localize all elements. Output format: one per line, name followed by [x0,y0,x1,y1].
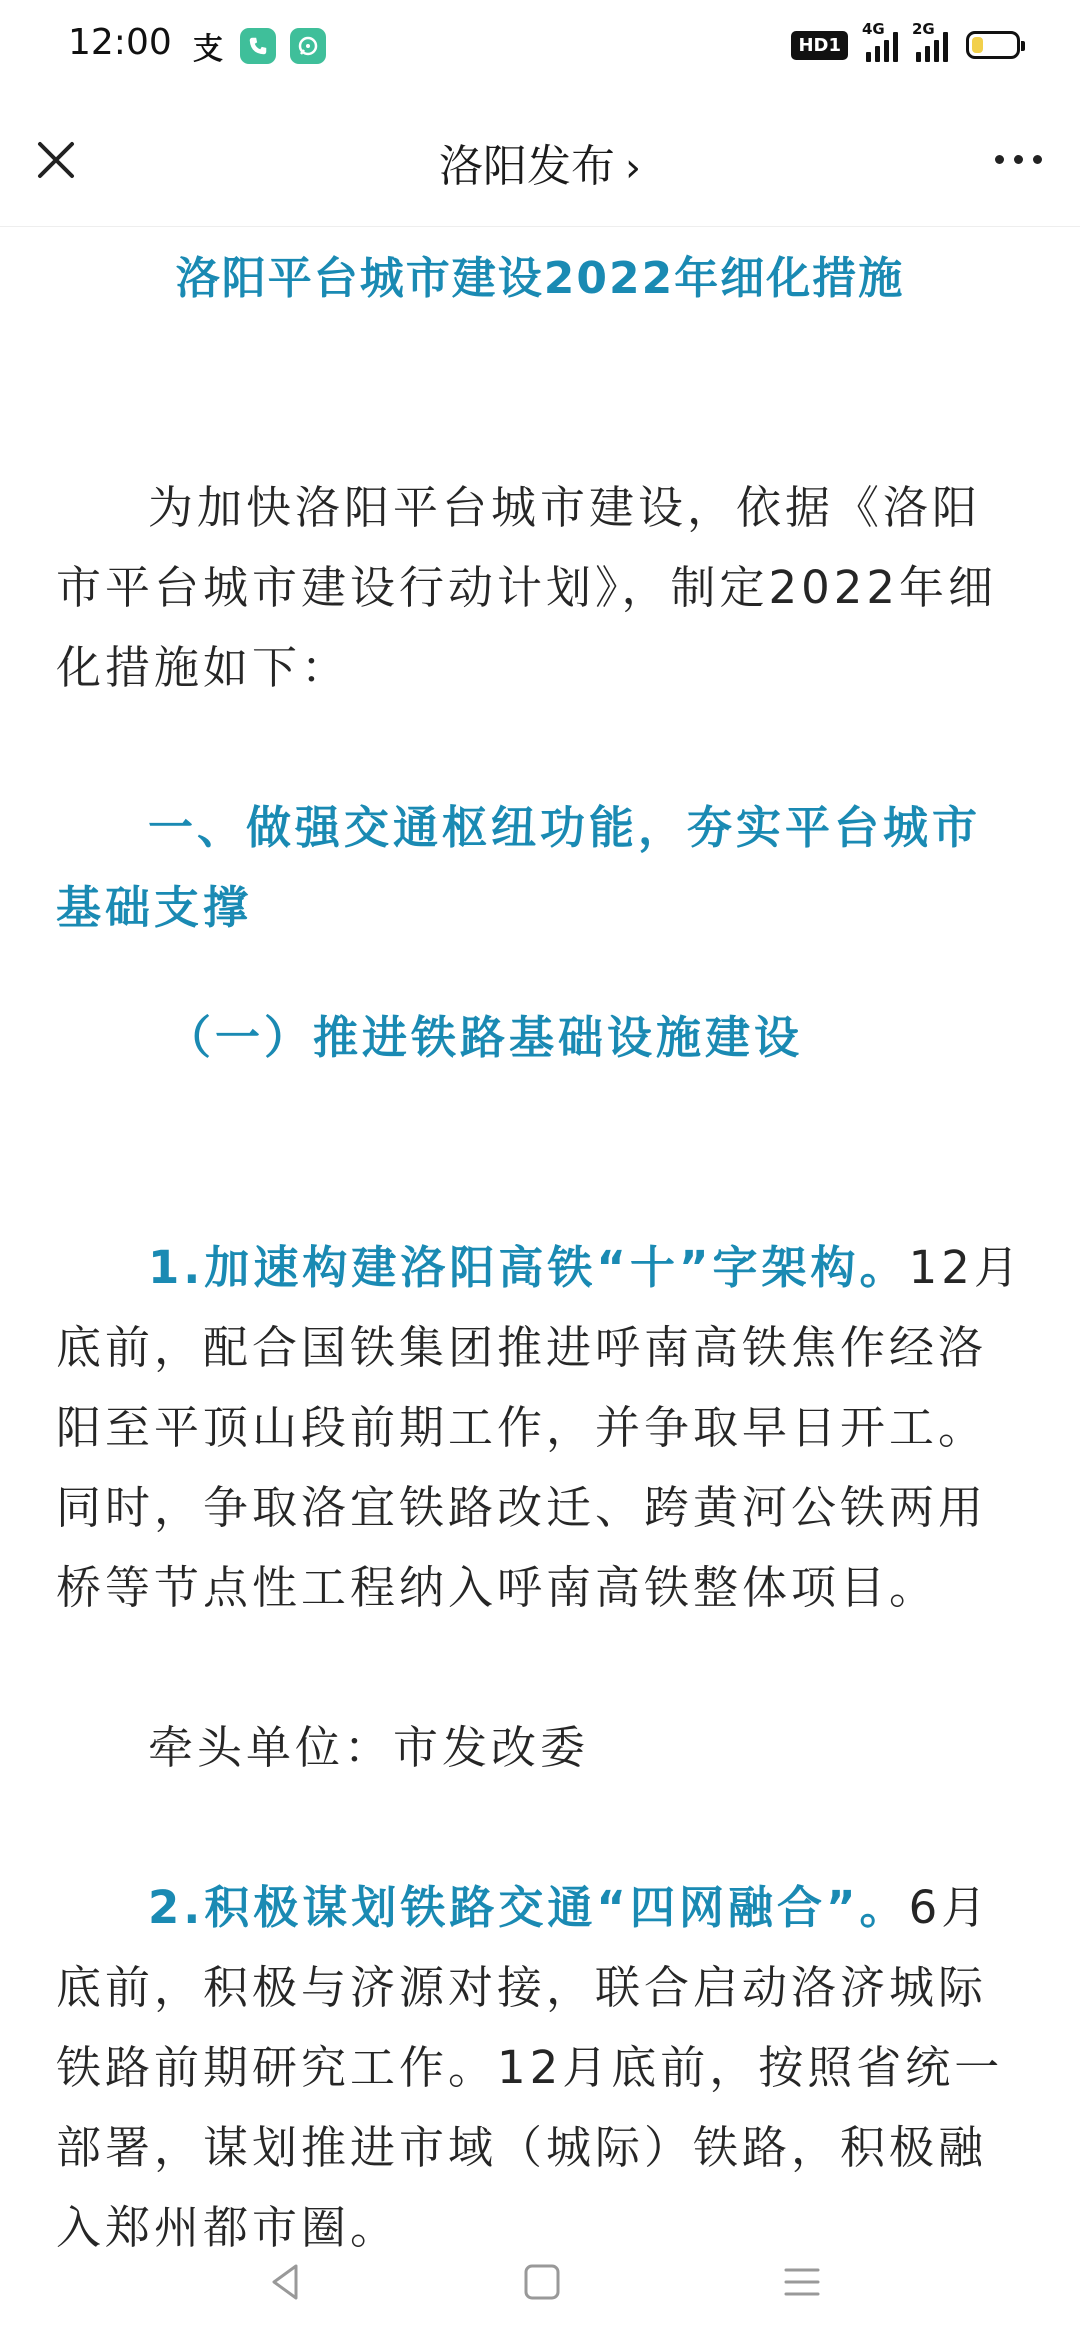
item1-body: 12月底前，配合国铁集团推进呼南高铁焦作经洛阳至平顶山段前期工作，并争取早日开工。同时，争取洛宜铁路改迁、跨黄河公铁两用桥等节点性工程纳入呼南高铁整体项目。 [56,1241,1023,1614]
item1-lead: 1.加速构建洛阳高铁“十”字架构。 [148,1241,909,1294]
item1-paragraph [56,1228,1028,1628]
alipay-icon: 支 [193,32,223,67]
subsection-heading: （一）推进铁路基础设施建设 [166,1011,804,1064]
more-dot [995,155,1004,164]
battery-level-fill [972,37,983,53]
status-bar [0,0,1080,96]
item2-lead: 2.积极谋划铁路交通“四网融合”。 [148,1881,909,1934]
section-heading: 一、做强交通枢纽功能，夯实平台城市基础支撑 [56,801,982,934]
nav-home-button[interactable] [512,2252,572,2312]
signal-sim2-icon [912,20,948,62]
sim1-network-tag: 4G [862,20,885,38]
home-square-icon [512,2252,572,2312]
lead-unit: 牵头单位：市发改委 [148,1721,590,1774]
nav-back-button[interactable] [256,2252,316,2312]
more-dot [1033,155,1042,164]
back-triangle-icon [256,2252,316,2312]
top-app-bar [0,100,1080,227]
hd-voice-badge: HD1 [791,31,848,60]
menu-lines-icon [772,2252,832,2312]
system-navigation-bar [0,2238,1080,2340]
battery-icon [966,31,1020,59]
nav-recents-button[interactable] [772,2252,832,2312]
phone-icon [240,28,276,64]
status-notification-icons [190,28,326,67]
article-title: 洛阳平台城市建设2022年细化措施 [175,253,905,304]
signal-sim1-icon [862,20,898,62]
status-time: 12:00 [68,22,172,63]
more-dot [1014,155,1023,164]
item2-paragraph [56,1868,1028,2268]
message-icon [290,28,326,64]
account-name: 洛阳发布 [439,141,615,192]
sim2-network-tag: 2G [912,20,935,38]
intro-paragraph: 为加快洛阳平台城市建设，依据《洛阳市平台城市建设行动计划》，制定2022年细化措施如下： [56,481,998,694]
item2-body: 6月底前，积极与济源对接，联合启动洛济城际铁路前期研究工作。12月底前，按照省统一部署，谋划推进市域（城际）铁路，积极融入郑州都市圈。 [56,1881,1004,2254]
account-title-link[interactable] [0,130,1080,194]
more-button[interactable] [986,144,1050,174]
status-system-icons [791,20,1020,62]
chevron-right-icon: › [625,145,641,191]
